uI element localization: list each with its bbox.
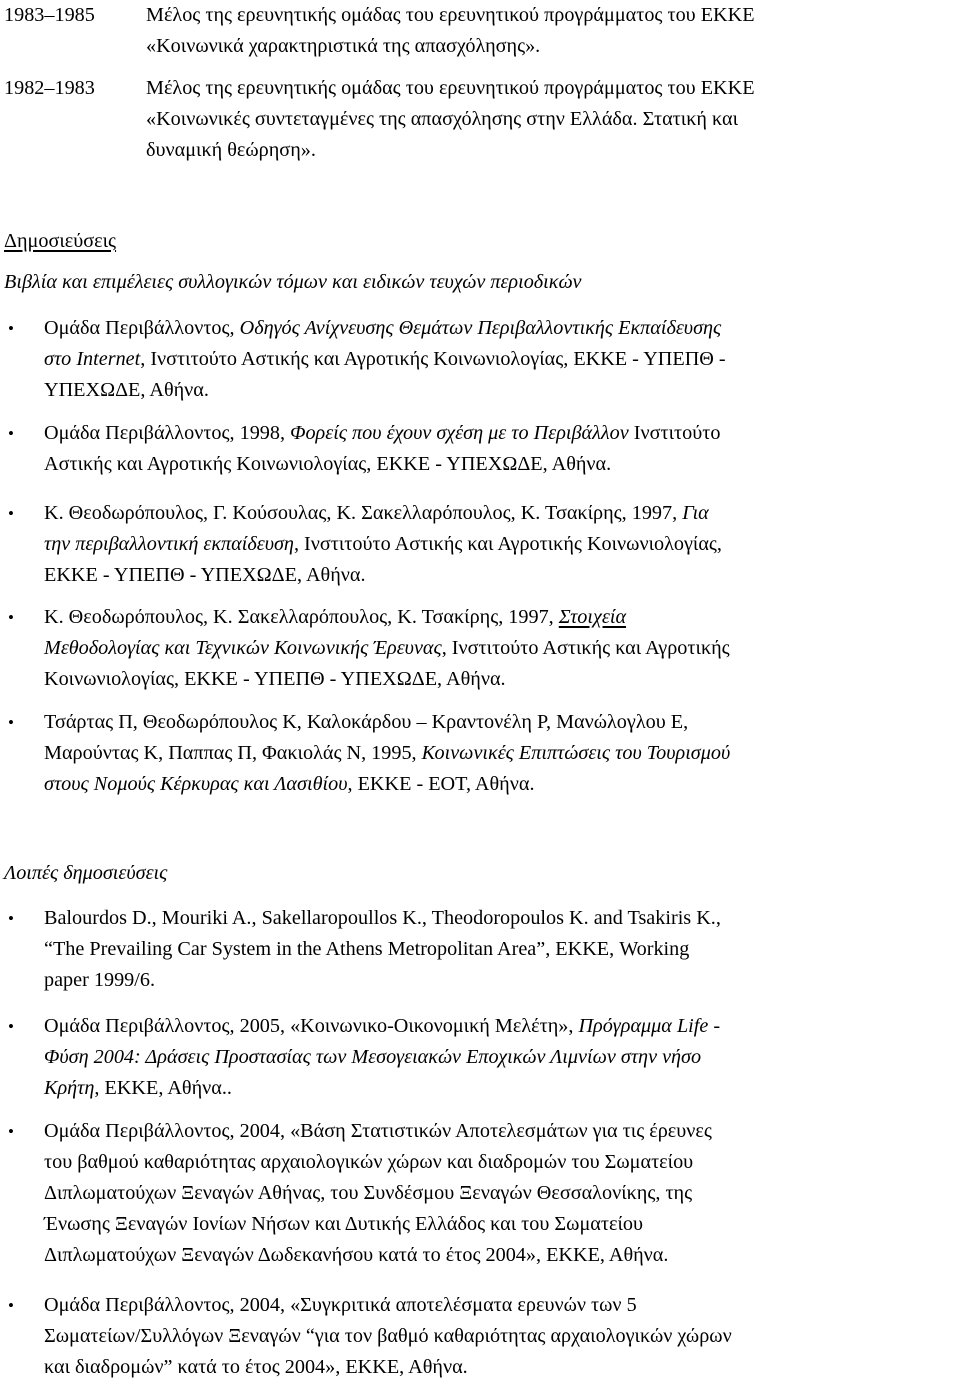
other-publications-heading: Λοιπές δημοσιεύσεις [4, 862, 168, 884]
citation-line [44, 1147, 693, 1178]
citation-line [44, 903, 721, 934]
citation-title-segment: Οδηγός Ανίχνευσης Θεμάτων Περιβαλλοντικής Εκπαίδευσης [239, 317, 722, 339]
books-subheading: Βιβλία και επιμέλειες συλλογικών τόμων και ειδικών τευχών περιοδικών [4, 271, 582, 293]
citation-title-segment: Κοινωνικές Επιπτώσεις του Τουρισμού [421, 742, 731, 764]
bullet-icon: • [8, 909, 14, 928]
citation-text-segment: , Ινστιτούτο Αστικής και Αγροτικής Κοινωνιολογίας, [293, 533, 722, 555]
citation-title-segment: Στοιχεία [558, 606, 627, 628]
citation-text-segment: Ομάδα Περιβάλλοντος, 2005, «Κοινωνικο-Οικονομική Μελέτη», [44, 1015, 579, 1037]
citation-line [44, 449, 611, 480]
citation-line [44, 965, 155, 996]
citation-text-segment: Διπλωματούχων Ξεναγών Δωδεκανήσου κατά το έτος 2004», ΕΚΚΕ, Αθήνα. [44, 1244, 669, 1266]
bullet-icon: • [8, 1296, 14, 1315]
citation-line [44, 1209, 643, 1240]
bullet-icon: • [8, 1122, 14, 1141]
entry-text-line: Μέλος της ερευνητικής ομάδας του ερευνητικού προγράμματος του ΕΚΚΕ [146, 77, 755, 99]
publications-heading: Δημοσιεύσεις [4, 230, 117, 252]
citation-line [44, 934, 689, 965]
citation-title-segment: την περιβαλλοντική εκπαίδευση [44, 533, 294, 555]
citation-text-segment: του βαθμού καθαριότητας αρχαιολογικών χώρων και διαδρομών του Σωματείου [44, 1151, 694, 1173]
citation-line [44, 1073, 232, 1104]
citation-line [44, 1240, 668, 1271]
citation-text-segment: Αστικής και Αγροτικής Κοινωνιολογίας, ΕΚΚΕ - ΥΠΕΧΩΔΕ, Αθήνα. [44, 453, 612, 475]
citation-line [44, 560, 366, 591]
entry-text-line: «Κοινωνικά χαρακτηριστικά της απασχόλησης». [146, 35, 541, 57]
citation-text-segment: ΕΚΚΕ - ΥΠΕΠΘ - ΥΠΕΧΩΔΕ, Αθήνα. [44, 564, 366, 586]
citation-title-segment: Πρόγραμμα Life - [578, 1015, 721, 1037]
citation-line [44, 498, 709, 529]
citation-line [44, 1042, 701, 1073]
citation-text-segment: paper 1999/6. [44, 969, 156, 991]
citation-line [44, 633, 730, 664]
citation-title-segment: στο Internet [44, 348, 141, 370]
bullet-icon: • [8, 319, 14, 338]
citation-title-segment: Φορείς που έχουν σχέση με το Περιβάλλον [290, 422, 629, 444]
citation-text-segment: , ΕΚΚΕ, Αθήνα.. [94, 1077, 232, 1099]
citation-text-segment: Ένωσης Ξεναγών Ιονίων Νήσων και Δυτικής Ελλάδος και του Σωματείου [44, 1213, 643, 1235]
citation-line [44, 313, 721, 344]
citation-text-segment: Ινστιτούτο [628, 422, 721, 444]
citation-title-segment: Φύση 2004: Δράσεις Προστασίας των Μεσογειακών Εποχικών Λιμνίων στην νήσο [44, 1046, 702, 1068]
citation-line [44, 1352, 468, 1383]
citation-text-segment: Ομάδα Περιβάλλοντος, 2004, «Βάση Στατιστικών Αποτελεσμάτων για τις έρευνες [44, 1120, 712, 1142]
citation-text-segment: “The Prevailing Car System in the Athens Metropolitan Area”, ΕΚΚΕ, Working [44, 938, 690, 960]
citation-text-segment: , Ινστιτούτο Αστικής και Αγροτικής Κοινωνιολογίας, ΕΚΚΕ - ΥΠΕΠΘ - [140, 348, 726, 370]
bullet-icon: • [8, 1017, 14, 1036]
citation-text-segment: Κ. Θεοδωρόπουλος, Γ. Κούσουλας, Κ. Σακελλαρόπουλος, Κ. Τσακίρης, 1997, [44, 502, 683, 524]
bullet-icon: • [8, 608, 14, 627]
citation-line [44, 344, 726, 375]
citation-title-segment: Για [682, 502, 709, 524]
bullet-icon: • [8, 713, 14, 732]
citation-title-segment: Μεθοδολογίας και Τεχνικών Κοινωνικής Έρευνας [44, 637, 442, 659]
citation-title-segment: Κρήτη [44, 1077, 95, 1099]
bullet-icon: • [8, 424, 14, 443]
citation-line [44, 375, 209, 406]
entry-text-line: «Κοινωνικές συντεταγμένες της απασχόλησης στην Ελλάδα. Στατική και [146, 108, 739, 130]
citation-text-segment: Ομάδα Περιβάλλοντος, [44, 317, 240, 339]
citation-line [44, 418, 720, 449]
entry-text-line: δυναμική θεώρηση». [146, 139, 316, 161]
citation-text-segment: , Ινστιτούτο Αστικής και Αγροτικής [441, 637, 730, 659]
citation-line [44, 1321, 732, 1352]
citation-text-segment: Balourdos D., Mouriki A., Sakellaropoullos K., Theodoropoulos K. and Tsakiris K., [44, 907, 721, 929]
citation-line [44, 1011, 720, 1042]
citation-text-segment: , ΕΚΚΕ - ΕΟΤ, Αθήνα. [347, 773, 535, 795]
citation-text-segment: Διπλωματούχων Ξεναγών Αθήνας, του Συνδέσμου Ξεναγών Θεσσαλονίκης, της [44, 1182, 693, 1204]
citation-line [44, 769, 535, 800]
citation-line [44, 664, 506, 695]
citation-line [44, 1116, 712, 1147]
citation-line [44, 738, 730, 769]
citation-text-segment: Κοινωνιολογίας, ΕΚΚΕ - ΥΠΕΠΘ - ΥΠΕΧΩΔΕ, Αθήνα. [44, 668, 506, 690]
citation-text-segment: και διαδρομών” κατά το έτος 2004», ΕΚΚΕ, Αθήνα. [44, 1356, 468, 1378]
entry-years: 1982–1983 [4, 77, 95, 99]
citation-line [44, 602, 626, 633]
citation-line [44, 529, 722, 560]
citation-text-segment: Σωματείων/Συλλόγων Ξεναγών “για τον βαθμό καθαριότητας αρχαιολογικών χώρων [44, 1325, 732, 1347]
citation-text-segment: ΥΠΕΧΩΔΕ, Αθήνα. [44, 379, 209, 401]
citation-text-segment: Ομάδα Περιβάλλοντος, 1998, [44, 422, 291, 444]
bullet-icon: • [8, 504, 14, 523]
citation-text-segment: Τσάρτας Π, Θεοδωρόπουλος Κ, Καλοκάρδου – Κραντονέλη Ρ, Μανώλογλου Ε, [44, 711, 689, 733]
citation-title-segment: στους Νομούς Κέρκυρας και Λασιθίου [44, 773, 348, 795]
entry-text-line: Μέλος της ερευνητικής ομάδας του ερευνητικού προγράμματος του ΕΚΚΕ [146, 4, 755, 26]
citation-line [44, 1178, 692, 1209]
citation-text-segment: Κ. Θεοδωρόπουλος, Κ. Σακελλαρόπουλος, Κ. Τσακίρης, 1997, [44, 606, 559, 628]
citation-line [44, 707, 688, 738]
citation-line [44, 1290, 637, 1321]
citation-text-segment: Ομάδα Περιβάλλοντος, 2004, «Συγκριτικά αποτελέσματα ερευνών των 5 [44, 1294, 637, 1316]
citation-text-segment: Μαρούντας Κ, Παππας Π, Φακιολάς Ν, 1995, [44, 742, 422, 764]
entry-years: 1983–1985 [4, 4, 95, 26]
